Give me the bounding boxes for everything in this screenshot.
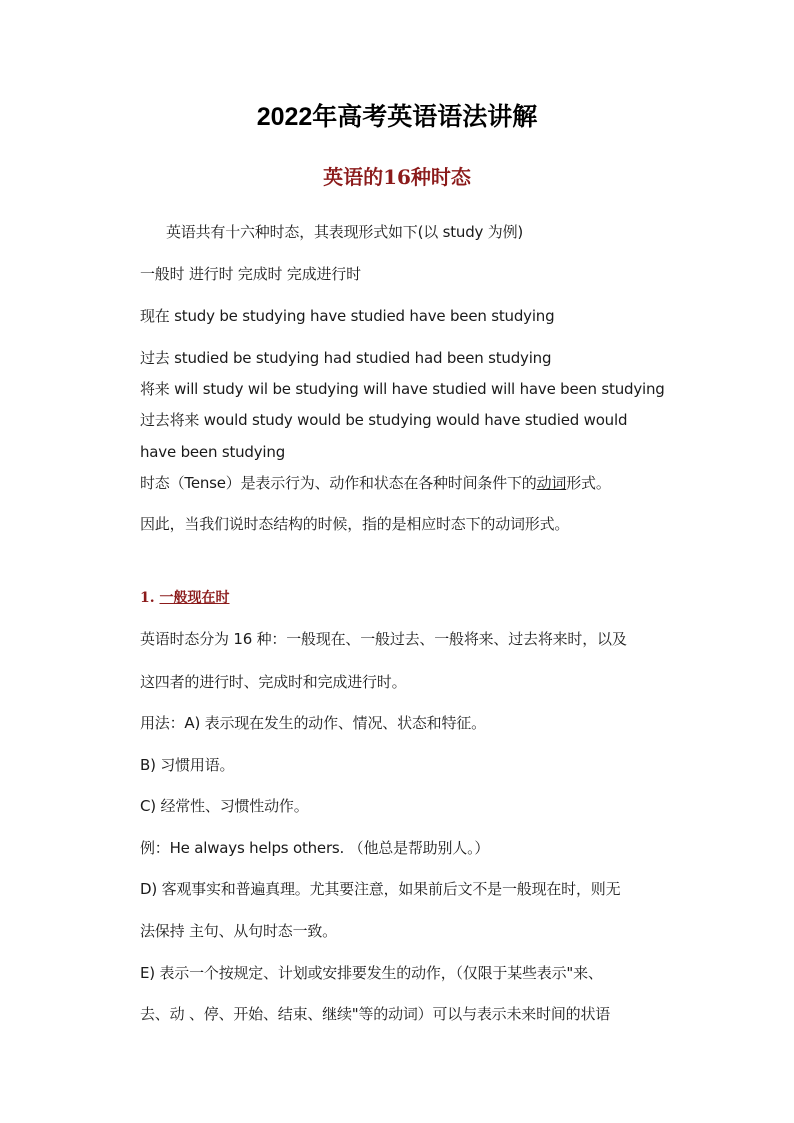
future-tense-row: 将来 will study wil be studying will have studied will have been studying [140, 380, 665, 398]
document-subtitle: 英语的16种时态 [323, 165, 471, 189]
document-title: 2022年高考英语语法讲解 [256, 103, 538, 131]
intro-paragraph: 英语共有十六种时态，其表现形式如下(以 study 为例) [166, 223, 524, 241]
definition-underlined-term: 动词 [536, 474, 567, 492]
past-tense-row: 过去 studied be studying had studied had been studying [140, 349, 552, 367]
present-tense-row: 现在 study be studying have studied have been studying [140, 307, 555, 325]
past-future-tense-row: 过去将来 would study would be studying would have studied would [140, 411, 628, 429]
definition-text: 时态（Tense）是表示行为、动作和状态在各种时间条件下的 [140, 474, 537, 492]
section-paragraph-line: 这四者的进行时、完成时和完成进行时。 [140, 673, 407, 691]
tense-explanation: 因此，当我们说时态结构的时候，指的是相应时态下的动词形式。 [140, 515, 570, 533]
definition-text-end: 形式。 [566, 474, 611, 492]
section-heading-present-simple [140, 588, 230, 608]
usage-b: B) 习惯用语。 [140, 756, 235, 774]
usage-d: D) 客观事实和普遍真理。尤其要注意，如果前后文不是一般现在时，则无 [140, 880, 621, 898]
usage-c: C) 经常性、习惯性动作。 [140, 797, 309, 815]
example-sentence: 例：He always helps others. （他总是帮助别人。） [140, 839, 490, 857]
section-heading-title: 一般现在时 [159, 590, 230, 606]
section-number: 1. [140, 590, 160, 606]
usage-e: E) 表示一个按规定、计划或安排要发生的动作，（仅限于某些表示"来、 [140, 964, 603, 982]
section-paragraph-line: 英语时态分为 16 种：一般现在、一般过去、一般将来、过去将来时，以及 [140, 630, 627, 648]
usage-e-continued: 去、动 、停、开始、结束、继续"等的动词）可以与表示未来时间的状语 [140, 1005, 611, 1023]
past-future-tense-row-continued: have been studying [140, 443, 286, 461]
tense-definition [140, 473, 611, 493]
usage-a: 用法：A) 表示现在发生的动作、情况、状态和特征。 [140, 714, 486, 732]
usage-d-continued: 法保持 主句、从句时态一致。 [140, 922, 337, 940]
tense-header-row: 一般时 进行时 完成时 完成进行时 [140, 265, 361, 283]
